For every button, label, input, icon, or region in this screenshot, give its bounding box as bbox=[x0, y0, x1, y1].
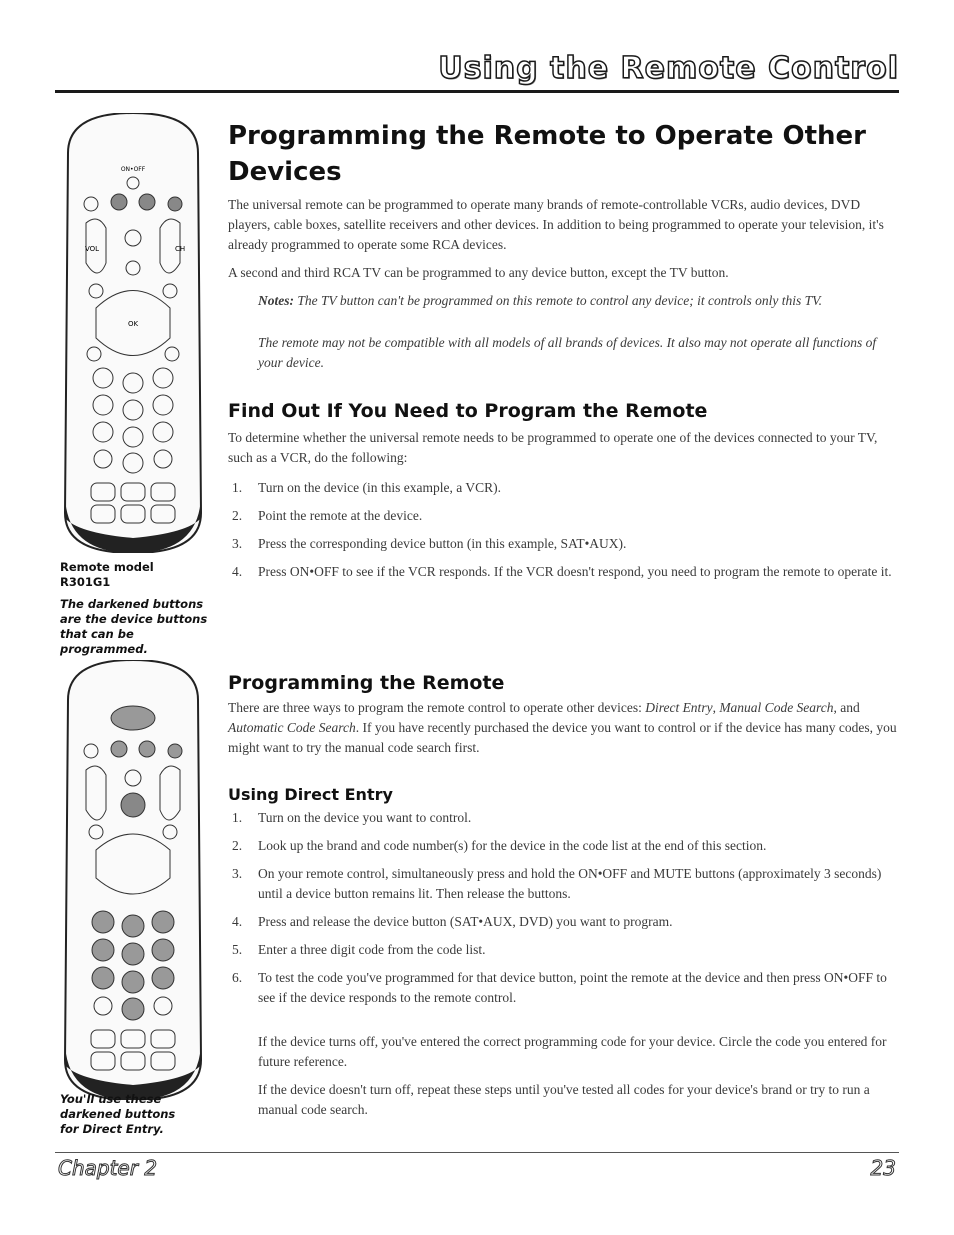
remote-model-label: Remote model bbox=[60, 560, 154, 574]
find-out-steps bbox=[228, 478, 900, 582]
list-item: 3. Press the corresponding device button (in this example, SAT•AUX). bbox=[232, 536, 627, 551]
list-item: 3. On your remote control, simultaneously press and hold the ON•OFF and MUTE buttons (approximately 3 seconds) until a device button remains lit. Then release the buttons. bbox=[232, 866, 882, 901]
list-item: 2. Point the remote at the device. bbox=[232, 508, 423, 523]
find-out-intro: To determine whether the universal remote needs to be programmed to operate one of the devices connected to your TV, such as a VCR, do the following: bbox=[228, 430, 878, 465]
remote-onoff-button-dark bbox=[111, 706, 155, 730]
page-number: 23 bbox=[870, 1156, 896, 1180]
note-1 bbox=[258, 291, 898, 311]
notes-label: Notes: bbox=[258, 293, 294, 308]
direct-entry-steps bbox=[228, 808, 900, 1008]
section-title: Using the Remote Control bbox=[438, 51, 899, 86]
chapter-label: Chapter 2 bbox=[58, 1156, 158, 1180]
intro-paragraph-1: The universal remote can be programmed to operate many brands of remote-controllable VCRs, audio devices, DVD players, cable boxes, satellite receivers and other devices. In addition to being programmed to operate your television, it's already programmed to operate some RCA devices. bbox=[228, 197, 884, 252]
find-out-heading: Find Out If You Need to Program the Remote bbox=[228, 400, 708, 422]
list-item: 1. Turn on the device you want to control. bbox=[232, 810, 472, 825]
programming-paragraph: There are three ways to program the remote control to operate other devices: Direct Entry, Manual Code Search, and Automatic Code Search. If you have recently purchased the device you want to control or if the device has many codes, you might want to try the manual code search first. bbox=[228, 700, 897, 755]
remote-model-caption bbox=[60, 560, 154, 590]
list-item: 4. Press and release the device button (SAT•AUX, DVD) you want to program. bbox=[232, 914, 673, 929]
remote-onoff-label: ON•OFF bbox=[120, 166, 146, 173]
remote-ok-label: OK bbox=[127, 320, 139, 328]
list-item: 4. Press ON•OFF to see if the VCR responds. If the VCR doesn't respond, you need to program the remote to operate it. bbox=[232, 564, 892, 579]
page-title: Programming the Remote to Operate Other Devices bbox=[228, 121, 867, 187]
remote-mute-button-dark bbox=[121, 793, 145, 817]
remote-illustration-top bbox=[58, 113, 208, 553]
remote-model-number: R301G1 bbox=[60, 575, 111, 589]
caption-device-buttons: The darkened buttons are the device buttons that can be programmed. bbox=[60, 597, 208, 656]
remote-illustration-bottom bbox=[58, 660, 208, 1100]
direct-entry-after-1: If the device turns off, you've entered the correct programming code for your device. Circle the code you entered for future reference. bbox=[258, 1034, 887, 1069]
note-1-text: The TV button can't be programmed on this remote to control any device; it controls only this TV. bbox=[297, 293, 822, 308]
list-item: 6. To test the code you've programmed for that device button, point the remote at the device and then press ON•OFF to see if the device responds to the remote control. bbox=[232, 970, 887, 1005]
page-header bbox=[55, 52, 899, 93]
programming-heading: Programming the Remote bbox=[228, 672, 505, 694]
remote-vol-label: VOL bbox=[85, 245, 100, 253]
direct-entry-heading: Using Direct Entry bbox=[228, 785, 393, 804]
list-item: 5. Enter a three digit code from the code list. bbox=[232, 942, 486, 957]
caption-direct-entry: You'll use these darkened buttons for Direct Entry. bbox=[60, 1092, 176, 1136]
note-2: The remote may not be compatible with all models of all brands of devices. It also may not operate all functions of your device. bbox=[258, 335, 877, 370]
list-item: 2. Look up the brand and code number(s) for the device in the code list at the end of this section. bbox=[232, 838, 767, 853]
direct-entry-after-2: If the device doesn't turn off, repeat these steps until you've tested all codes for your device's brand or try to run a manual code search. bbox=[258, 1082, 870, 1117]
remote-ch-label: CH bbox=[175, 245, 186, 253]
intro-paragraph-2: A second and third RCA TV can be programmed to any device button, except the TV button. bbox=[228, 265, 729, 280]
list-item: 1. Turn on the device (in this example, a VCR). bbox=[232, 480, 501, 495]
page-footer-rule bbox=[55, 1152, 899, 1154]
